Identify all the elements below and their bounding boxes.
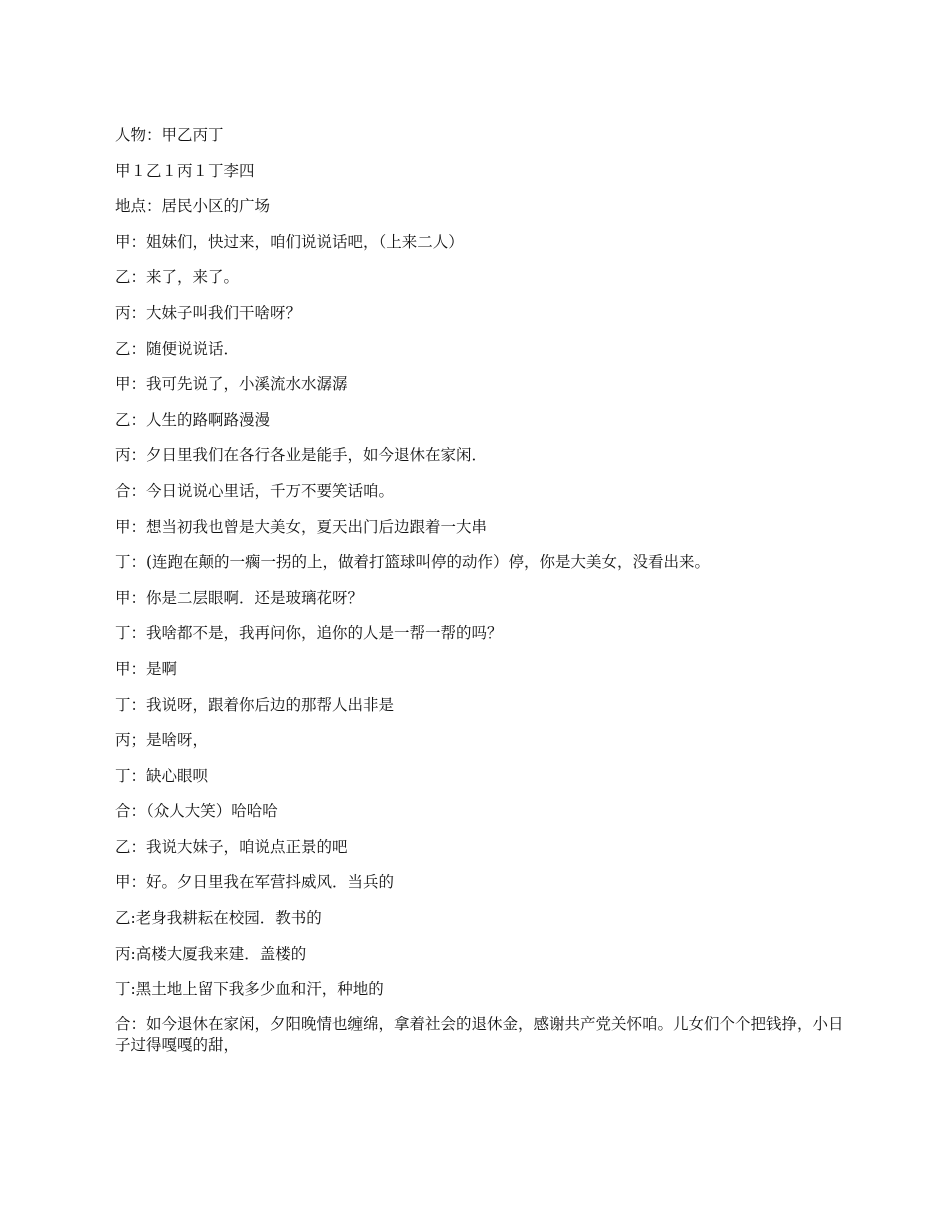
- text-line: 乙：我说大妹子，咱说点正景的吧: [115, 837, 348, 856]
- text-line: 甲：你是二层眼啊．还是玻璃花呀？: [115, 588, 364, 607]
- text-line: 合：（众人大笑）哈哈哈: [115, 802, 278, 821]
- text-line: 甲：是啊: [115, 659, 178, 678]
- text-line: 乙：来了，来了。: [115, 268, 240, 287]
- text-line: 丁：(连跑在颠的一瘸一拐的上，做着打篮球叫停的动作）停，你是大美女，没看出来。: [115, 553, 711, 572]
- text-line: 甲：姐妹们，快过来，咱们说说话吧，（上来二人）: [115, 232, 464, 251]
- text-line: 丁:黑土地上留下我多少血和汗，种地的: [115, 980, 384, 999]
- final-paragraph: 合：如今退休在家闲，夕阳晚情也缠绵，拿着社会的退休金，感谢共产党关怀咱。儿女们个个把钱挣，小日子过得嘎嘎的甜，: [115, 1014, 844, 1054]
- text-line: 甲：好。夕日里我在军营抖威风．当兵的: [115, 873, 395, 892]
- text-line: 丁：缺心眼呗: [115, 766, 209, 785]
- text-line: 人物：甲乙丙丁: [115, 126, 224, 144]
- document-page: [115, 124, 850, 1056]
- text-line: 乙：随便说说话．: [115, 339, 240, 358]
- text-line: 甲：我可先说了，小溪流水水潺潺: [115, 375, 348, 394]
- text-line: 合：今日说说心里话，千万不要笑话咱。: [115, 481, 395, 500]
- text-line: 丙：大妹子叫我们干啥呀？: [115, 303, 302, 322]
- text-line: 地点：居民小区的广场: [115, 197, 271, 216]
- text-line: 甲１乙１丙１丁李四: [115, 161, 255, 180]
- text-line: 乙：人生的路啊路漫漫: [115, 410, 271, 429]
- text-line: 丙：夕日里我们在各行各业是能手，如今退休在家闲．: [115, 446, 488, 465]
- text-line: 丙:高楼大厦我来建．盖楼的: [115, 944, 307, 963]
- text-line: 乙:老身我耕耘在校园．教书的: [115, 909, 322, 928]
- text-line: 甲：想当初我也曾是大美女，夏天出门后边跟着一大串: [115, 517, 488, 536]
- text-line: 丙；是啥呀，: [115, 731, 209, 750]
- text-line: 丁：我说呀，跟着你后边的那帮人出非是: [115, 695, 395, 714]
- text-line: 丁：我啥都不是，我再问你，追你的人是一帮一帮的吗？: [115, 624, 503, 643]
